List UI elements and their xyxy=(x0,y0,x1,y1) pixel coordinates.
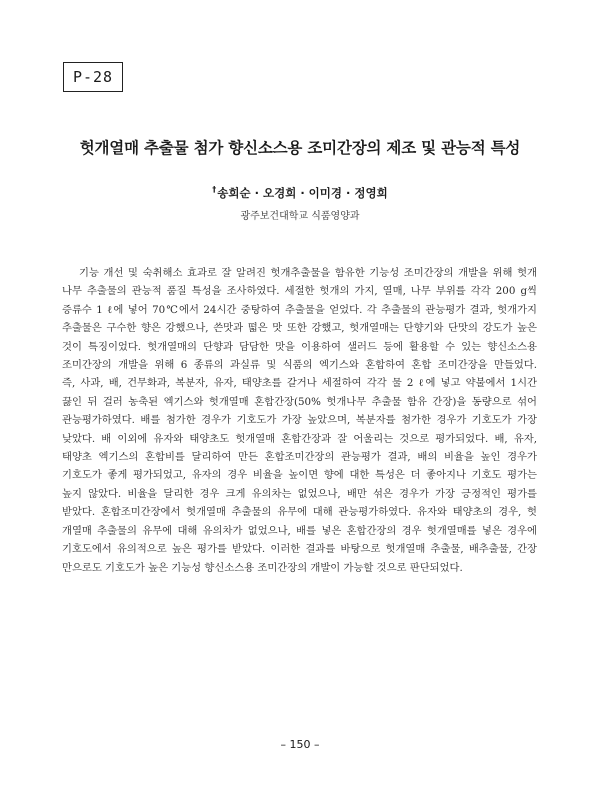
poster-number-badge: P-28 xyxy=(63,62,123,92)
abstract-line: 기호도가 좋게 평가되었고, 유자의 경우 비율을 높이면 향에 대한 특성은 더 좋아지나 기호도 평가는 xyxy=(62,469,537,482)
corresponding-author-mark: † xyxy=(212,185,217,194)
affiliation: 광주보건대학교 식품영양과 xyxy=(240,211,360,222)
abstract-line: 나무 추출물의 관능적 품질 특성을 조사하였다. 세절한 헛개의 가지, 열매, 나무 부위를 각각 200 g씩 xyxy=(62,285,537,298)
abstract-line: 태양초 엑기스의 혼합비를 달리하여 만든 혼합조미간장의 관능평가 결과, 배의 비율을 높인 경우가 xyxy=(62,451,537,464)
page-number: – 150 – xyxy=(280,738,320,751)
abstract-line: 끓인 뒤 걸러 농축된 엑기스와 헛개열매 혼합간장(50% 헛개나무 추출물 함유 간장)을 동량으로 섞어 xyxy=(62,395,537,408)
abstract-line: 추출물은 구수한 향은 강했으나, 쓴맛과 떫은 맛 또한 강했고, 헛개열매는 단향기와 단맛의 강도가 높은 xyxy=(62,322,537,335)
abstract-line: 개열매 추출물의 유무에 대해 유의차가 없었으나, 배를 넣은 혼합간장의 경우 헛개열매를 넣은 경우에 xyxy=(62,524,537,537)
abstract-line: 즉, 사과, 배, 건무화과, 복분자, 유자, 태양초를 갈거나 세절하여 각각 물 2 ℓ에 넣고 약불에서 1시간 xyxy=(62,377,537,390)
abstract-line: 증류수 1 ℓ에 넣어 70℃에서 24시간 중탕하여 추출물을 얻었다. 각 추출물의 관능평가 결과, 헛개가지 xyxy=(62,303,537,316)
abstract-line: 만으로도 기호도가 높은 기능성 향신소스용 조미간장의 개발이 가능할 것으로 판단되었다. xyxy=(62,561,463,574)
abstract-line: 조미간장의 개발을 위해 6 종류의 과실류 및 식품의 엑기스와 혼합하여 혼합 조미간장을 만들었다. xyxy=(62,359,537,372)
abstract-line: 기능 개선 및 숙취해소 효과로 잘 알려진 헛개추출물을 함유한 기능성 조미간장의 개발을 위해 헛개 xyxy=(79,267,537,279)
paper-title: 헛개열매 추출물 첨가 향신소스용 조미간장의 제조 및 관능적 특성 xyxy=(79,139,521,157)
author-list xyxy=(0,185,600,201)
abstract-body xyxy=(62,264,537,577)
abstract-line: 받았다. 혼합조미간장에서 헛개열매 추출물의 유무에 대해 관능평가하였다. 유자와 태양초의 경우, 헛 xyxy=(62,506,537,519)
abstract-line: 낮았다. 배 이외에 유자와 태양초도 헛개열매 혼합간장과 잘 어울리는 것으로 평가되었다. 배, 유자, xyxy=(62,432,537,445)
authors-text: 송희순 · 오경희 · 이미경 · 정영희 xyxy=(217,186,388,200)
abstract-line: 높지 않았다. 비율을 달리한 경우 크게 유의차는 없었으나, 배만 섞은 경우가 가장 긍정적인 평가를 xyxy=(62,487,537,500)
abstract-line: 것이 특징이었다. 헛개열매의 단향과 담담한 맛을 이용하여 샐러드 등에 활용할 수 있는 향신소스용 xyxy=(62,340,537,353)
abstract-line: 기호도에서 유의적으로 높은 평가를 받았다. 이러한 결과를 바탕으로 헛개열매 추출물, 배추출물, 간장 xyxy=(62,543,537,556)
abstract-line: 관능평가하였다. 배를 첨가한 경우가 기호도가 가장 높았으며, 복분자를 첨가한 경우가 기호도가 가장 xyxy=(62,414,537,427)
